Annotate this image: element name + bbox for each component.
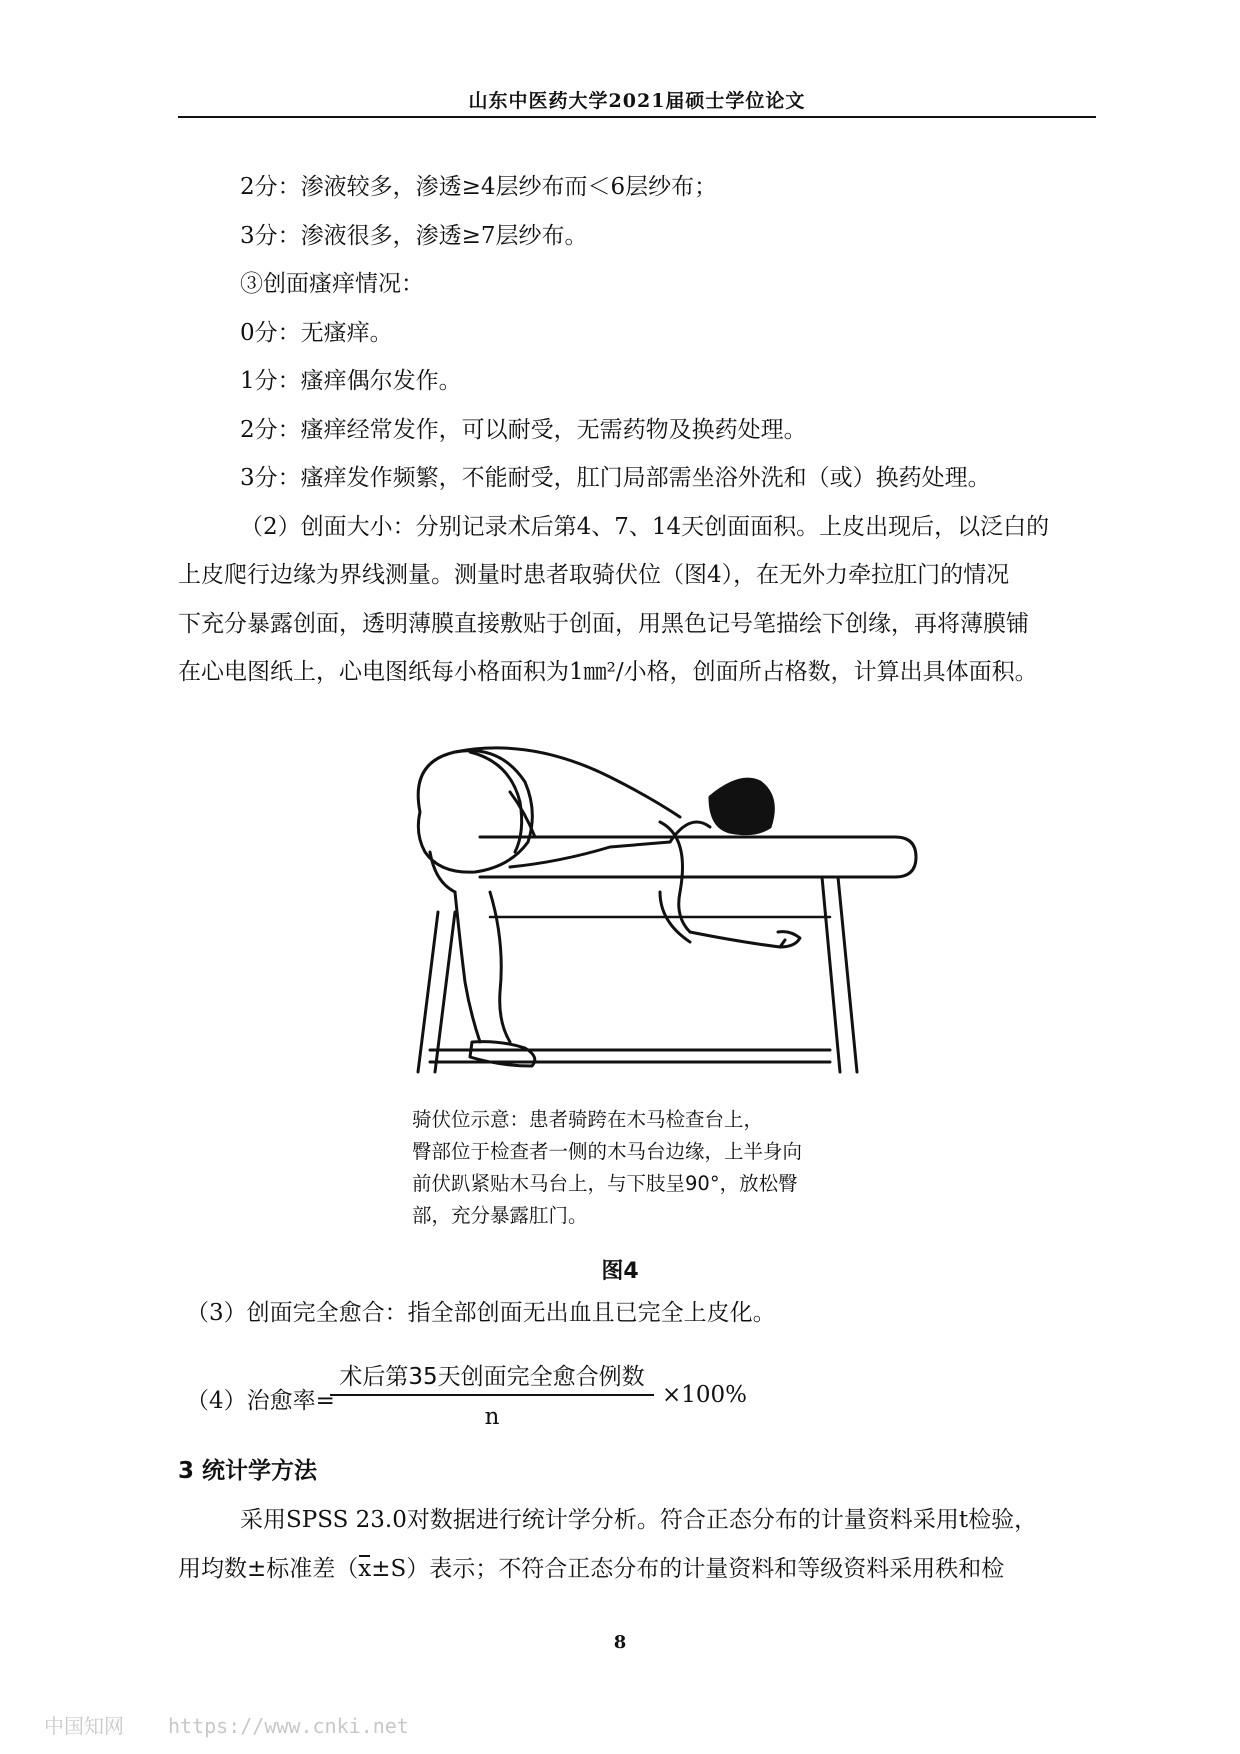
formula-denominator: n [484,1404,500,1430]
figure-caption-line: 前伏趴紧贴木马台上，与下肢呈90°，放松臀 [412,1172,798,1195]
body-line: 2分：瘙痒经常发作，可以耐受，无需药物及换药处理。 [240,417,807,443]
figure-caption-line: 臀部位于检查者一侧的木马台边缘，上半身向 [412,1140,803,1163]
body-line: 3分：渗液很多，渗透≥7层纱布。 [240,223,588,249]
paragraph-line: 下充分暴露创面，透明薄膜直接敷贴于创面，用黑色记号笔描绘下创缘，再将薄膜铺 [178,611,1029,637]
figure-label: 图4 [601,1259,639,1284]
running-header: 山东中医药大学2021届硕士学位论文 [468,90,806,112]
body-line: 1分：瘙痒偶尔发作。 [240,368,462,394]
figure-caption-line: 部，充分暴露肛门。 [412,1204,588,1227]
fraction-bar [330,1394,654,1396]
paragraph-line [178,1558,1004,1581]
body-line: 3分：瘙痒发作频繁，不能耐受，肛门局部需坐浴外洗和（或）换药处理。 [240,465,991,491]
item-3-line: （3）创面完全愈合：指全部创面无出血且已完全上皮化。 [186,1300,776,1326]
paragraph-line: （2）创面大小：分别记录术后第4、7、14天创面面积。上皮出现后，以泛白的 [240,514,1050,540]
cnki-watermark [44,1710,409,1739]
header-rule [178,116,1096,118]
x-bar-symbol: x [358,1556,372,1582]
section-heading: 3 统计学方法 [178,1458,318,1484]
body-line: 2分：渗液较多，渗透≥4层纱布而＜6层纱布； [240,174,718,200]
figure-caption-line: 骑伏位示意：患者骑跨在木马检查台上， [412,1108,764,1131]
formula-multiplier: ×100% [662,1382,748,1408]
watermark-logo-text: 中国知网 [44,1714,124,1738]
watermark-url: https://www.cnki.net [168,1714,409,1738]
paragraph-line: 采用SPSS 23.0对数据进行统计学分析。符合正态分布的计量资料采用t检验， [240,1507,1038,1533]
formula-label: （4）治愈率= [186,1388,335,1414]
page-number: 8 [613,1632,627,1653]
stats-text-a: 用均数±标准差（ [178,1556,359,1582]
position-illustration [360,742,920,1118]
paragraph-line: 上皮爬行边缘为界线测量。测量时患者取骑伏位（图4），在无外力牵拉肛门的情况 [178,562,1010,588]
body-line: ③创面瘙痒情况： [240,271,424,297]
body-line: 0分：无瘙痒。 [240,320,393,346]
stats-text-b: ±S）表示；不符合正态分布的计量资料和等级资料采用秩和检 [371,1556,1005,1582]
paragraph-line: 在心电图纸上，心电图纸每小格面积为1㎜²/小格，创面所占格数，计算出具体面积。 [178,659,1038,685]
formula-numerator: 术后第35天创面完全愈合例数 [339,1364,645,1390]
